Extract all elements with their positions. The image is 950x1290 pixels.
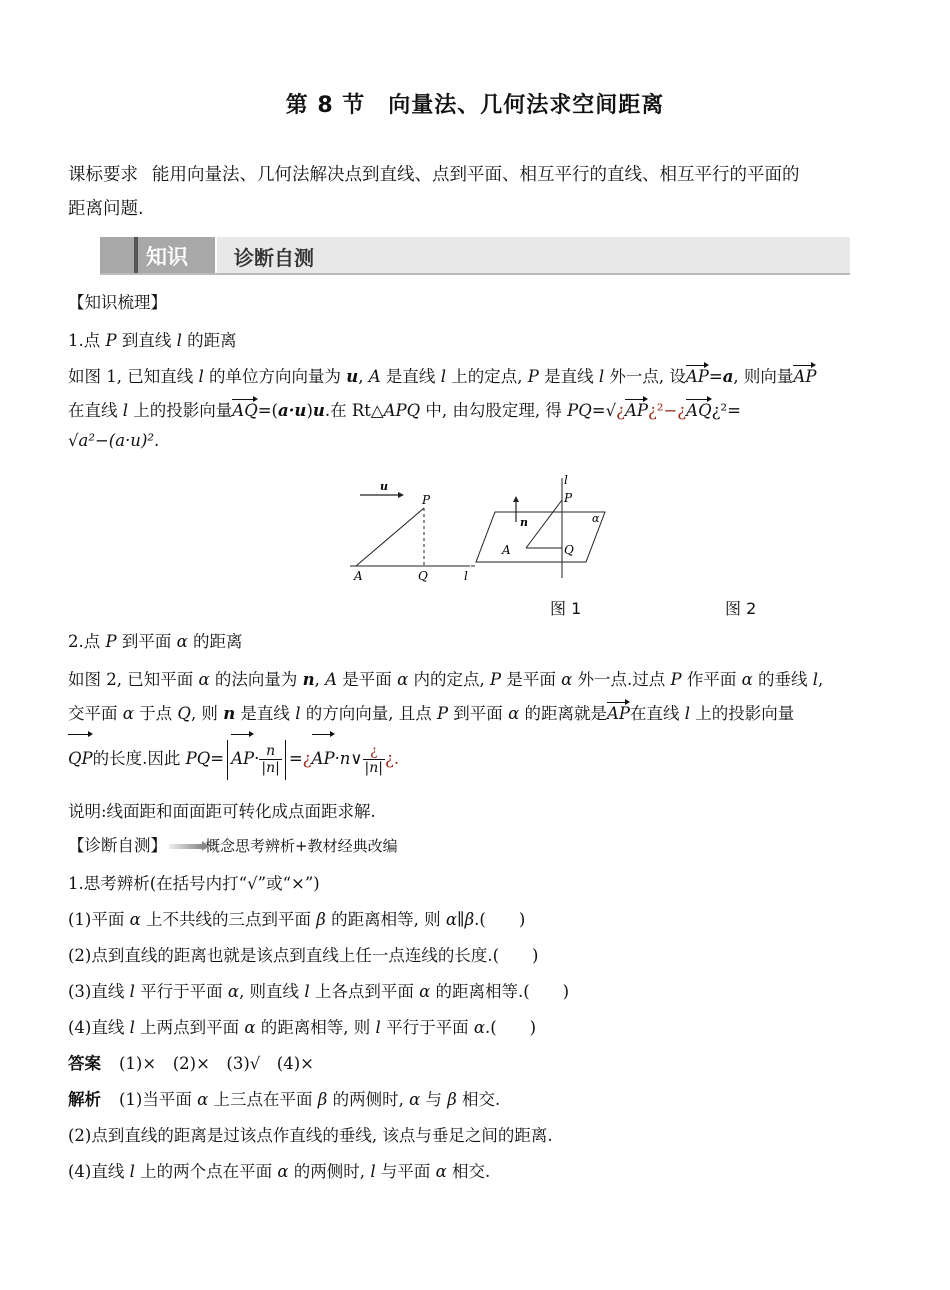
- text: ): [306, 401, 313, 420]
- sym-PQ: PQ: [185, 749, 211, 768]
- text: 的两侧时,: [327, 1090, 410, 1109]
- sym-u: u: [312, 401, 325, 420]
- sym-alpha: α: [435, 1162, 447, 1181]
- sym-alpha: α: [741, 670, 753, 689]
- text: 在直线: [68, 401, 123, 420]
- sym-l: l: [122, 401, 129, 420]
- sym-u: u: [346, 367, 359, 386]
- text: 是平面: [501, 670, 562, 689]
- requirement-text-1: 能用向量法、几何法解决点到直线、点到平面、相互平行的直线、相互平行的平面的: [152, 165, 800, 185]
- text: 外一点.过点: [572, 670, 671, 689]
- sym-Q: Q: [177, 704, 191, 723]
- text: 上两点到平面: [134, 1018, 245, 1037]
- fig1-label-P: P: [422, 493, 431, 507]
- sym-a: a: [722, 367, 734, 386]
- text: 的距离相等, 则: [255, 1018, 376, 1037]
- fig2-label-l: l: [564, 473, 568, 487]
- text: 是平面: [337, 670, 398, 689]
- text: 上的定点,: [445, 367, 528, 386]
- section-banner: [100, 235, 850, 275]
- text: 到平面: [116, 632, 177, 651]
- fraction-inv-over-abs-n: [363, 743, 385, 776]
- sym-A: A: [368, 367, 381, 386]
- fig2-plane: [476, 512, 605, 562]
- sym-A: A: [325, 670, 338, 689]
- sym-alpha: α: [198, 670, 210, 689]
- sym-alpha: α: [561, 670, 573, 689]
- sym-P: P: [105, 632, 117, 651]
- frac-den: |n|: [261, 760, 280, 776]
- text: 上的投影向量: [128, 401, 233, 420]
- sym-l: l: [684, 704, 691, 723]
- text: 平行于平面: [134, 982, 228, 1001]
- text: 的距离就是: [519, 704, 607, 723]
- question-1: [68, 906, 525, 930]
- sym-alpha: α: [277, 1162, 289, 1181]
- sym-alpha: α: [197, 1090, 209, 1109]
- sym-beta: β: [317, 1090, 328, 1109]
- text: =(: [257, 401, 278, 420]
- answer-row: [68, 1050, 314, 1074]
- text: , 则: [190, 704, 224, 723]
- text: (1)平面: [68, 910, 130, 929]
- p2-line-2: [68, 700, 794, 724]
- text: 内的定点,: [408, 670, 490, 689]
- text: 上三点在平面: [208, 1090, 318, 1109]
- frac-num: n: [259, 743, 281, 760]
- text: 与平面: [375, 1162, 436, 1181]
- explain-label: 解析: [68, 1090, 101, 1109]
- p2-line-3: QP的长度.因此 PQ= AP· $\frac{n}{|n|}$ =¿AP·n∨ $\frac{¿}{|n|}$ ¿.: [68, 736, 399, 782]
- text: , 则直线: [239, 982, 305, 1001]
- text: 上的投影向量: [690, 704, 795, 723]
- fig2-label-Q: Q: [564, 543, 574, 557]
- sym-P: P: [527, 367, 539, 386]
- text: 的垂线: [752, 670, 813, 689]
- requirement-lead: 课标要求: [68, 165, 138, 185]
- p2-title: [68, 628, 243, 652]
- p2-line-1: 如图 2, 已知平面 α 的法向量为 n, A 是平面 α 内的定点, P 是平面 α 外一点.过点 P 作平面 α 的垂线 l,: [68, 670, 824, 689]
- frac-den: |n|: [364, 760, 383, 776]
- vector-AP: AP: [231, 736, 254, 782]
- text: 上各点到平面: [309, 982, 420, 1001]
- knowledge-heading: 【知识梳理】: [68, 293, 167, 312]
- fig2-label-n: n: [520, 516, 528, 529]
- sym-APQ: APQ: [383, 401, 421, 420]
- text: 2.点: [68, 632, 106, 651]
- text: 是直线: [235, 704, 296, 723]
- text: ·n∨: [334, 749, 363, 768]
- sym-l: l: [598, 367, 605, 386]
- explain-row-4: [68, 1158, 490, 1182]
- text: 的长度.因此: [92, 749, 186, 768]
- sym-alpha: α: [409, 1090, 421, 1109]
- text: (4)直线: [68, 1018, 130, 1037]
- banner-label-knowledge: 知识: [146, 245, 188, 269]
- text: 是直线: [380, 367, 441, 386]
- text: ∥: [456, 910, 465, 929]
- sym-P: P: [105, 331, 117, 350]
- text: 到直线: [116, 331, 177, 350]
- sym-P: P: [489, 670, 502, 689]
- sym-l: l: [440, 367, 446, 386]
- sym-beta: β: [316, 910, 326, 929]
- sym-alpha: α: [129, 910, 141, 929]
- text: ¿: [616, 401, 625, 420]
- sym-l: l: [129, 1162, 135, 1181]
- text: 的距离: [187, 632, 243, 651]
- fig1-caption: 图 1: [550, 599, 582, 618]
- vector-QP: QP: [68, 736, 93, 782]
- sqrt-sign-icon: √: [605, 401, 617, 420]
- fig2-label-A: A: [502, 543, 511, 557]
- explain-row-2: (2)点到直线的距离是过该点作直线的垂线, 该点与垂足之间的距离.: [68, 1126, 553, 1145]
- sym-n: n: [223, 704, 236, 723]
- sym-alpha: α: [508, 704, 520, 723]
- text: (4)直线: [68, 1162, 130, 1181]
- fig2-label-P: P: [564, 491, 573, 505]
- text: 的距离: [181, 331, 237, 350]
- diagnosis-heading: 【诊断自测】: [68, 836, 167, 855]
- sym-P: P: [670, 670, 682, 689]
- sym-l: l: [129, 982, 135, 1001]
- explain-row-1: [68, 1086, 500, 1110]
- p1-line-1: [68, 363, 816, 387]
- sym-l: l: [812, 670, 819, 689]
- vector-AP: AP: [624, 401, 649, 420]
- sym-l: l: [176, 331, 182, 350]
- text: 到平面: [448, 704, 509, 723]
- text: 的距离相等.( ): [430, 982, 570, 1001]
- text: 的法向量为: [209, 670, 303, 689]
- sqrt-sign-icon: √: [68, 431, 79, 450]
- sym-n: n: [302, 670, 315, 689]
- fig1-label-A: A: [354, 569, 363, 583]
- fig2-caption: 图 2: [725, 599, 757, 618]
- answer-text: (1)× (2)× (3)√ (4)×: [119, 1054, 314, 1073]
- note: 说明:线面距和面面距可转化成点面距求解.: [68, 802, 376, 821]
- text: ¿.: [384, 749, 400, 768]
- text: 与: [420, 1090, 448, 1109]
- text: 的单位方向向量为: [203, 367, 347, 386]
- p1-line-3: [68, 431, 159, 450]
- text: (1)当平面: [119, 1090, 198, 1109]
- text: .( ): [474, 910, 526, 929]
- text: 在直线: [630, 704, 685, 723]
- sym-alpha: α: [473, 1018, 485, 1037]
- text: 交平面: [68, 704, 123, 723]
- text: 如图 1, 已知直线: [68, 367, 199, 386]
- text: ,: [314, 670, 326, 689]
- sym-l: l: [129, 1018, 135, 1037]
- text: ¿²−¿: [648, 401, 687, 420]
- frac-num: ¿: [363, 743, 385, 760]
- sym-alpha: α: [419, 982, 431, 1001]
- sym-alpha: α: [227, 982, 240, 1001]
- abs-bar-left: [227, 740, 228, 780]
- question-3: [68, 978, 569, 1002]
- text: 中, 由勾股定理, 得: [420, 401, 568, 420]
- answer-label: 答案: [68, 1054, 101, 1073]
- text: 于点: [133, 704, 178, 723]
- sym-alpha: α: [244, 1018, 256, 1037]
- text: ¿²=: [711, 401, 741, 420]
- sym-alpha: α: [445, 910, 457, 929]
- page-title: 第 8 节 向量法、几何法求空间距离: [285, 93, 665, 118]
- text: 上的两个点在平面: [134, 1162, 278, 1181]
- sym-au: a·u: [278, 401, 307, 420]
- question-4: [68, 1014, 536, 1038]
- fig1-label-u: u: [380, 480, 388, 493]
- figure-diagram: [330, 470, 630, 588]
- fig2-segment-AP: [526, 500, 562, 548]
- vector-AP: AP: [793, 367, 817, 386]
- fig2-label-alpha: α: [592, 512, 600, 525]
- text: , 则向量: [733, 367, 794, 386]
- text: 的两侧时,: [288, 1162, 371, 1181]
- p1-title: [68, 327, 237, 351]
- vector-AQ: AQ: [232, 401, 258, 420]
- text: .在 Rt△: [324, 401, 384, 420]
- fig1-label-l: l: [464, 569, 468, 583]
- text: =: [708, 367, 723, 386]
- text: a²−(a·u)².: [78, 431, 160, 450]
- sym-alpha: α: [122, 704, 134, 723]
- text: .( ): [484, 1018, 537, 1037]
- vector-AP: AP: [606, 704, 630, 723]
- text: (3)直线: [68, 982, 130, 1001]
- text: =: [210, 749, 225, 768]
- text: ,: [358, 367, 369, 386]
- banner-label-diagnosis: 诊断自测: [234, 246, 314, 270]
- text: 外一点, 设: [604, 367, 686, 386]
- banner-divider: [134, 237, 138, 273]
- sym-l: l: [198, 367, 204, 386]
- text: 相交.: [456, 1090, 501, 1109]
- fraction-n-over-abs-n: [259, 743, 281, 776]
- sym-beta: β: [447, 1090, 457, 1109]
- question-2: (2)点到直线的距离也就是该点到直线上任一点连线的长度.( ): [68, 946, 539, 965]
- text: 1.点: [68, 331, 106, 350]
- diagnosis-subheading: 概念思考辨析+教材经典改编: [205, 837, 398, 855]
- course-requirement: [68, 158, 888, 226]
- text: 作平面: [681, 670, 742, 689]
- text: ¿: [302, 749, 312, 768]
- sym-alpha: α: [176, 632, 188, 651]
- diagnosis-heading-row: [68, 832, 398, 856]
- fig1-segment-AP: [356, 508, 424, 566]
- p1-line-2: [68, 397, 741, 421]
- text: 的方向向量, 且点: [300, 704, 437, 723]
- text: 平行于平面: [380, 1018, 474, 1037]
- text: =: [591, 401, 606, 420]
- text: 是直线: [538, 367, 599, 386]
- text: 上不共线的三点到平面: [140, 910, 317, 929]
- sym-l: l: [304, 982, 310, 1001]
- vector-AQ: AQ: [686, 401, 712, 420]
- text: 相交.: [446, 1162, 491, 1181]
- sym-PQ: PQ: [567, 401, 592, 420]
- text: 的距离相等, 则: [325, 910, 446, 929]
- sym-l: l: [375, 1018, 381, 1037]
- abs-bar-right: [285, 740, 286, 780]
- question-title: 1.思考辨析(在括号内打“√”或“×”): [68, 874, 320, 893]
- sym-alpha: α: [397, 670, 409, 689]
- fig1-label-Q: Q: [418, 569, 428, 583]
- vector-AP: AP: [685, 367, 709, 386]
- text: ·: [254, 749, 260, 768]
- sym-l: l: [295, 704, 301, 723]
- sym-beta: β: [464, 910, 475, 929]
- arrow-icon: [169, 844, 203, 849]
- sym-P: P: [436, 704, 449, 723]
- text: 如图 2, 已知平面: [68, 670, 199, 689]
- requirement-text-2: 距离问题.: [68, 199, 144, 219]
- vector-AP: AP: [312, 736, 335, 782]
- sym-l: l: [370, 1162, 376, 1181]
